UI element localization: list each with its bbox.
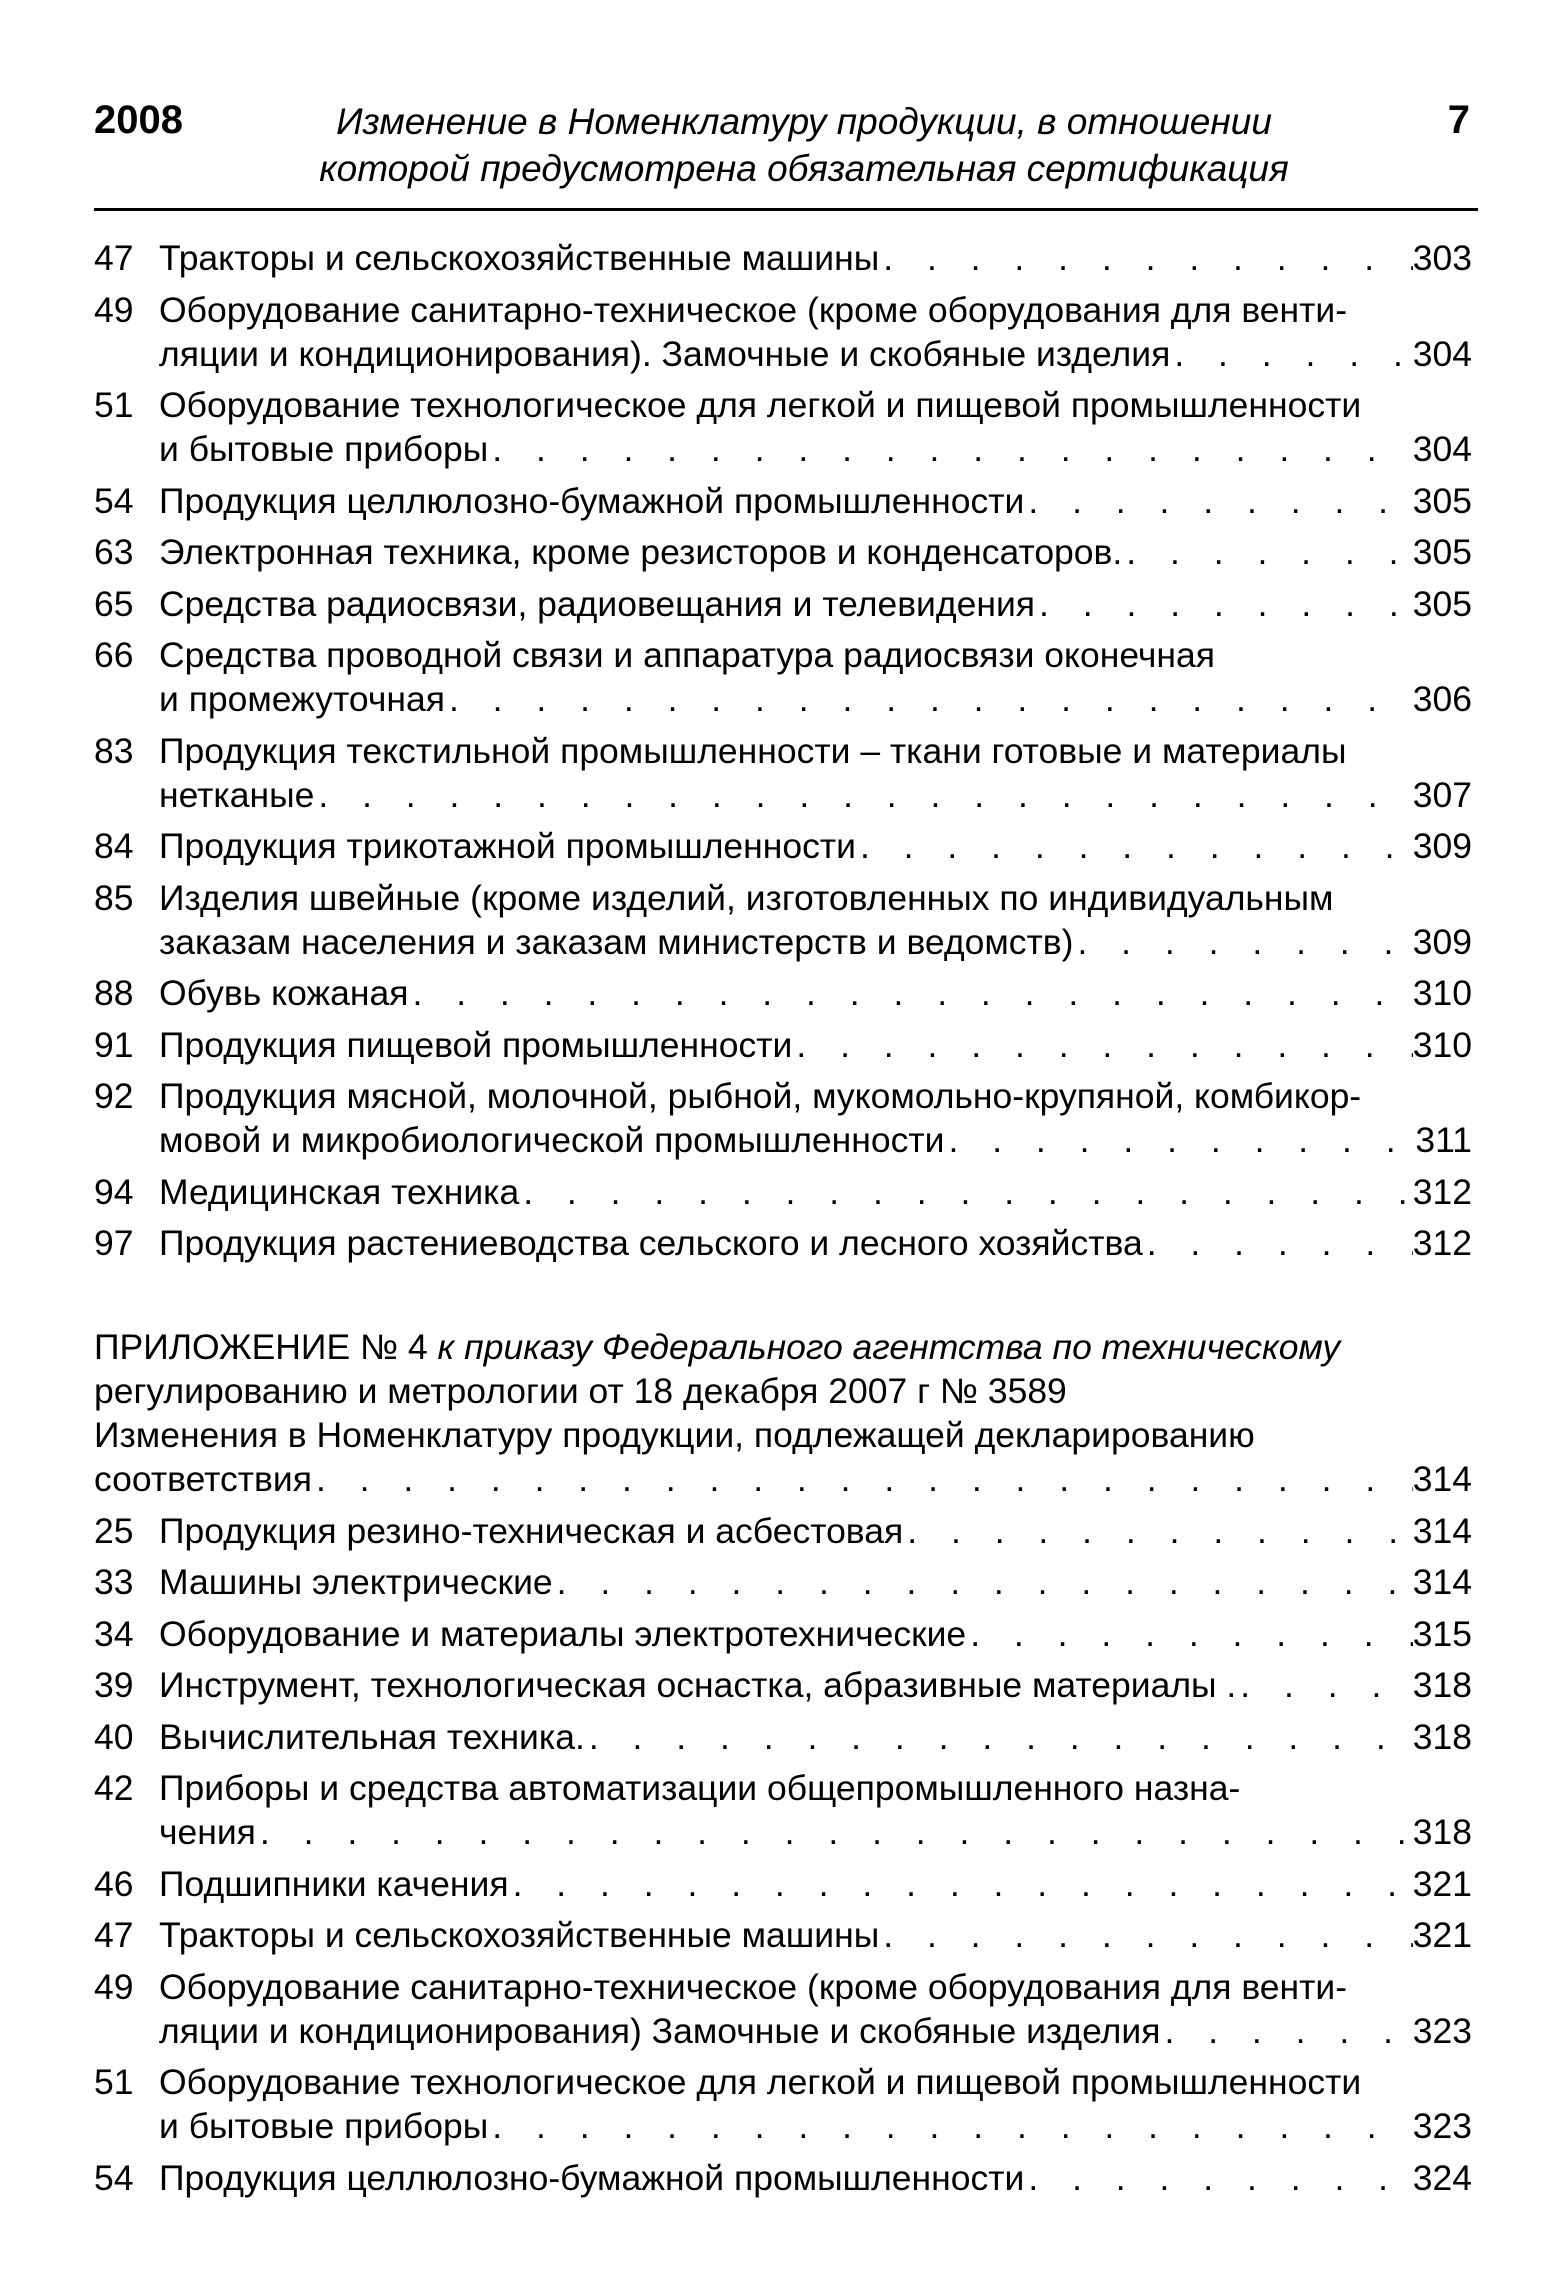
dot-leader — [519, 1170, 1413, 1214]
entry-page-number: 312 — [1412, 1171, 1472, 1212]
entry-title-text: Продукция растениеводства сельского и лесного хозяйства — [159, 1223, 1143, 1263]
appendix-heading — [94, 1325, 1472, 1501]
entry-body — [159, 236, 1472, 280]
dot-leader — [408, 971, 1412, 1015]
entry-title-line — [159, 1170, 1472, 1214]
entry-title-text: нетканые — [159, 774, 315, 815]
entry-page-number: 304 — [1412, 429, 1472, 469]
entry-body — [159, 1663, 1472, 1707]
entry-title-line — [159, 1612, 1472, 1656]
entry-title-line — [159, 971, 1472, 1015]
dot-leader — [445, 677, 1413, 721]
entry-code: 34 — [94, 1613, 134, 1654]
entry-body — [159, 1612, 1472, 1656]
entry-code: 65 — [94, 583, 134, 624]
entry-title-line — [159, 2156, 1472, 2200]
entry-body — [159, 1170, 1472, 1214]
entry-body — [159, 1766, 1472, 1854]
entry-page-number: 307 — [1412, 774, 1472, 815]
entry-title-line — [159, 729, 1472, 773]
entry-code: 66 — [94, 635, 134, 675]
toc-entry — [94, 1862, 1472, 1906]
entry-page-number: 323 — [1412, 2010, 1472, 2051]
dot-leader — [488, 2104, 1413, 2148]
entry-code: 51 — [94, 2062, 134, 2102]
entry-body — [159, 824, 1472, 868]
entry-code: 42 — [94, 1768, 134, 1808]
entry-title-line — [159, 677, 1472, 721]
dot-leader — [1160, 2009, 1412, 2053]
entry-code: 47 — [94, 1915, 134, 1955]
dot-leader — [1024, 2156, 1412, 2200]
table-of-contents — [94, 236, 1472, 2207]
entry-title-line — [159, 1766, 1472, 1810]
entry-title-line — [159, 2060, 1472, 2104]
dot-leader — [256, 1810, 1413, 1854]
entry-title-line — [159, 582, 1472, 626]
entry-page-number: 305 — [1412, 532, 1472, 572]
toc-entry — [94, 383, 1472, 471]
entry-page-number: 314 — [1412, 1510, 1472, 1551]
toc-entry — [94, 1221, 1472, 1265]
entry-body — [159, 2060, 1472, 2148]
toc-entry — [94, 1965, 1472, 2053]
entry-body — [159, 1560, 1472, 1604]
entry-title-line — [159, 1074, 1472, 1118]
entry-title-text: чения — [159, 1812, 256, 1852]
toc-entry — [94, 1612, 1472, 1656]
entry-code: 49 — [94, 289, 134, 330]
entry-page-number: 312 — [1412, 1223, 1472, 1263]
entry-title-line — [159, 2104, 1472, 2148]
entry-title-line — [159, 383, 1472, 427]
entry-page-number: 323 — [1412, 2106, 1472, 2146]
entry-title-line — [159, 1715, 1472, 1759]
entry-code: 88 — [94, 973, 134, 1013]
header-year: 2008 — [94, 98, 183, 142]
entry-title-text: и бытовые приборы — [159, 2106, 489, 2146]
entry-page-number: 303 — [1412, 238, 1472, 278]
entry-body — [159, 530, 1472, 574]
entry-title-text: Вычислительная техника. — [159, 1716, 585, 1757]
entry-title-text: заказам населения и заказам министерств и ведомств) — [159, 921, 1074, 962]
toc-entry — [94, 1023, 1472, 1067]
appendix-line-3: Изменения в Номенклатуру продукции, подлежащей декларированию — [94, 1415, 1255, 1455]
entry-title-text: Инструмент, технологическая оснастка, абразивные материалы . — [159, 1665, 1237, 1705]
entry-title-text: Электронная техника, кроме резисторов и конденсаторов. — [159, 532, 1123, 572]
entry-page-number: 321 — [1412, 1915, 1472, 1955]
entry-title-line — [159, 1862, 1472, 1906]
entry-page-number: 305 — [1412, 583, 1472, 624]
entry-title-text: Тракторы и сельскохозяйственные машины — [159, 238, 880, 278]
toc-section-1 — [94, 236, 1472, 1265]
entry-code: 51 — [94, 385, 134, 425]
header-title-line-2: которой предусмотрена обязательная сертификация — [319, 148, 1289, 189]
entry-title-line — [159, 824, 1472, 868]
toc-entry — [94, 1170, 1472, 1214]
entry-body — [159, 971, 1472, 1015]
dot-leader — [314, 773, 1412, 817]
entry-body — [159, 582, 1472, 626]
appendix-line-2: регулированию и метрологии от 18 декабря 2007 г № 3589 — [94, 1371, 1067, 1411]
entry-body — [159, 1862, 1472, 1906]
entry-title-text: Машины электрические — [159, 1562, 553, 1602]
entry-code: 49 — [94, 1966, 134, 2007]
entry-title-text: Приборы и средства автоматизации общепромышленного назна- — [159, 1768, 1241, 1808]
entry-body — [159, 1023, 1472, 1067]
entry-title-text: Оборудование технологическое для легкой и пищевой промышленности — [159, 2062, 1362, 2102]
entry-code: 25 — [94, 1510, 134, 1551]
entry-title-text: Продукция целлюлозно-бумажной промышленности — [159, 2157, 1025, 2198]
toc-entry — [94, 729, 1472, 817]
dot-leader — [1143, 1221, 1413, 1265]
entry-page-number: 309 — [1412, 921, 1472, 962]
entry-code: 63 — [94, 532, 134, 572]
appendix-order-ref: к приказу Федерального агентства по техническому — [427, 1327, 1341, 1367]
toc-entry — [94, 824, 1472, 868]
entry-title-text: Продукция резино-техническая и асбестовая — [159, 1510, 904, 1551]
entry-page-number: 318 — [1412, 1665, 1472, 1705]
entry-code: 92 — [94, 1076, 134, 1116]
toc-entry — [94, 1715, 1472, 1759]
entry-title-line — [159, 1965, 1472, 2009]
toc-entry — [94, 1766, 1472, 1854]
toc-entry — [94, 2156, 1472, 2200]
entry-page-number: 306 — [1412, 679, 1472, 719]
dot-leader — [944, 1118, 1415, 1162]
entry-page-number: 314 — [1412, 1562, 1472, 1602]
entry-title-line — [159, 1118, 1472, 1162]
entry-code: 54 — [94, 480, 134, 521]
toc-entry — [94, 530, 1472, 574]
entry-title-text: Продукция пищевой промышленности — [159, 1024, 793, 1065]
entry-title-text: Оборудование санитарно-техническое (кроме оборудования для венти- — [159, 1966, 1348, 2007]
appendix-line-4 — [94, 1457, 1472, 1501]
entry-body — [159, 383, 1472, 471]
entry-page-number: 315 — [1412, 1613, 1472, 1654]
entry-body — [159, 479, 1472, 523]
dot-leader — [1073, 920, 1412, 964]
entry-title-text: Продукция текстильной промышленности – ткани готовые и материалы — [159, 730, 1347, 771]
entry-code: 97 — [94, 1223, 134, 1263]
entry-code: 47 — [94, 238, 134, 278]
toc-entry — [94, 288, 1472, 376]
dot-leader — [488, 427, 1413, 471]
page-header — [94, 96, 1478, 211]
entry-code: 46 — [94, 1863, 134, 1904]
toc-entry — [94, 479, 1472, 523]
entry-title-line — [159, 1509, 1472, 1553]
appendix-label: ПРИЛОЖЕНИЕ № 4 — [94, 1327, 428, 1367]
entry-code: 33 — [94, 1562, 134, 1602]
entry-page-number: 324 — [1412, 2157, 1472, 2198]
entry-page-number: 309 — [1412, 826, 1472, 866]
entry-page-number: 310 — [1412, 1024, 1472, 1065]
entry-title-text: Подшипники качения — [159, 1863, 509, 1904]
toc-entry — [94, 582, 1472, 626]
dot-leader — [509, 1862, 1413, 1906]
dot-leader — [1035, 582, 1413, 626]
entry-title-text: Продукция трикотажной промышленности — [159, 826, 856, 866]
entry-code: 94 — [94, 1171, 134, 1212]
entry-page-number: 310 — [1412, 973, 1472, 1013]
entry-code: 91 — [94, 1024, 134, 1065]
entry-code: 40 — [94, 1716, 134, 1757]
entry-code: 84 — [94, 826, 134, 866]
toc-entry — [94, 1074, 1472, 1162]
entry-body — [159, 1913, 1472, 1957]
entry-title-line — [159, 920, 1472, 964]
entry-title-text: ляции и кондиционирования). Замочные и скобяные изделия — [159, 333, 1171, 374]
entry-title-line — [159, 633, 1472, 677]
toc-entry — [94, 971, 1472, 1015]
entry-page-number: 304 — [1412, 333, 1472, 374]
entry-page-number: 318 — [1412, 1716, 1472, 1757]
toc-entry — [94, 876, 1472, 964]
entry-body — [159, 288, 1472, 376]
appendix-page: 314 — [1412, 1459, 1472, 1499]
toc-entry — [94, 236, 1472, 280]
entry-title-line — [159, 427, 1472, 471]
toc-entry — [94, 1560, 1472, 1604]
dot-leader — [856, 824, 1413, 868]
appendix-line-1 — [94, 1325, 1472, 1369]
header-page-number: 7 — [1447, 98, 1470, 142]
entry-title-text: Оборудование технологическое для легкой и пищевой промышленности — [159, 385, 1362, 425]
entry-title-line — [159, 332, 1472, 376]
entry-title-line — [159, 1913, 1472, 1957]
entry-body — [159, 1715, 1472, 1759]
dot-leader — [879, 1913, 1413, 1957]
dot-leader — [879, 236, 1413, 280]
toc-entry — [94, 2060, 1472, 2148]
dot-leader — [585, 1715, 1413, 1759]
entry-body — [159, 729, 1472, 817]
entry-title-text: Продукция целлюлозно-бумажной промышленности — [159, 480, 1025, 521]
entry-body — [159, 1965, 1472, 2053]
entry-title-line — [159, 1560, 1472, 1604]
entry-title-text: Оборудование и материалы электротехнические — [159, 1613, 967, 1654]
toc-entry — [94, 633, 1472, 721]
entry-title-text: Средства проводной связи и аппаратура радиосвязи оконечная — [159, 635, 1215, 675]
dot-leader — [1024, 479, 1412, 523]
dot-leader — [553, 1560, 1413, 1604]
dot-leader — [1170, 332, 1412, 376]
header-title — [274, 98, 1334, 192]
appendix-line-4-text: соответствия — [94, 1459, 312, 1499]
toc-entry — [94, 1509, 1472, 1553]
entry-code: 54 — [94, 2157, 134, 2198]
entry-page-number: 305 — [1412, 480, 1472, 521]
entry-title-line — [159, 2009, 1472, 2053]
entry-body — [159, 1509, 1472, 1553]
dot-leader — [792, 1023, 1412, 1067]
entry-title-line — [159, 530, 1472, 574]
toc-section-2 — [94, 1509, 1472, 2200]
entry-title-line — [159, 236, 1472, 280]
entry-title-line — [159, 876, 1472, 920]
entry-code: 85 — [94, 877, 134, 918]
header-title-line-1: Изменение в Номенклатуру продукции, в отношении — [336, 101, 1272, 142]
entry-title-line — [159, 1810, 1472, 1854]
entry-title-text: и промежуточная — [159, 679, 445, 719]
entry-title-text: и бытовые приборы — [159, 429, 489, 469]
entry-page-number: 321 — [1412, 1863, 1472, 1904]
entry-title-text: Продукция мясной, молочной, рыбной, мукомольно-крупяной, комбикор- — [159, 1076, 1362, 1116]
entry-title-line — [159, 479, 1472, 523]
dot-leader — [903, 1509, 1413, 1553]
entry-title-text: Изделия швейные (кроме изделий, изготовленных по индивидуальным — [159, 877, 1334, 918]
entry-title-text: мовой и микробиологической промышленности — [159, 1120, 945, 1160]
entry-title-text: Средства радиосвязи, радиовещания и телевидения — [159, 583, 1036, 624]
dot-leader — [1122, 530, 1412, 574]
dot-leader — [312, 1457, 1413, 1501]
entry-title-line — [159, 1221, 1472, 1265]
entry-page-number: 318 — [1412, 1812, 1472, 1852]
entry-title-line — [159, 1023, 1472, 1067]
entry-body — [159, 2156, 1472, 2200]
dot-leader — [1236, 1663, 1412, 1707]
toc-entry — [94, 1663, 1472, 1707]
entry-title-text: Медицинская техника — [159, 1171, 520, 1212]
entry-body — [159, 1221, 1472, 1265]
entry-title-line — [159, 288, 1472, 332]
entry-code: 83 — [94, 730, 134, 771]
entry-title-text: Обувь кожаная — [159, 973, 409, 1013]
dot-leader — [966, 1612, 1413, 1656]
entry-title-line — [159, 1663, 1472, 1707]
entry-body — [159, 633, 1472, 721]
entry-title-line — [159, 773, 1472, 817]
entry-title-text: Оборудование санитарно-техническое (кроме оборудования для венти- — [159, 289, 1348, 330]
entry-page-number: 311 — [1415, 1120, 1472, 1160]
entry-body — [159, 876, 1472, 964]
entry-body — [159, 1074, 1472, 1162]
entry-code: 39 — [94, 1665, 134, 1705]
entry-title-text: Тракторы и сельскохозяйственные машины — [159, 1915, 880, 1955]
toc-entry — [94, 1913, 1472, 1957]
entry-title-text: ляции и кондиционирования) Замочные и скобяные изделия — [159, 2010, 1161, 2051]
